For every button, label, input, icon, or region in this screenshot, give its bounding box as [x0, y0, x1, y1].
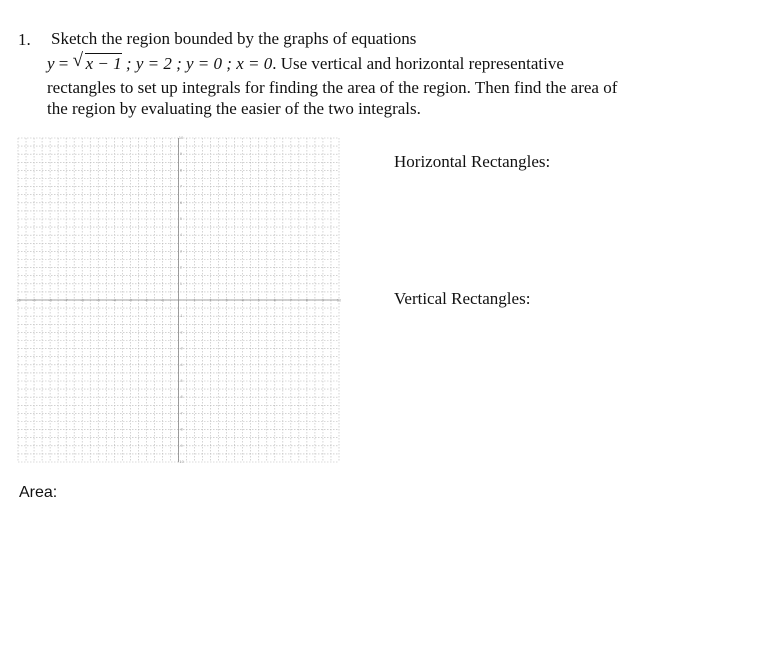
- sqrt-radicand: x − 1: [85, 54, 122, 73]
- x-tick-label: 1: [193, 298, 196, 303]
- x-tick-label: 9: [321, 298, 325, 303]
- y-tick-label: -7: [179, 411, 183, 416]
- graph-grid[interactable]: [16, 136, 341, 464]
- y-tick-label: -1: [179, 314, 183, 319]
- problem-line-rectangles: rectangles to set up integrals for finding the area of the region. Then find the area of: [47, 78, 618, 97]
- y-tick-label: -3: [179, 346, 183, 351]
- x-tick-label: -5: [96, 298, 100, 303]
- problem-line-equations: [47, 50, 564, 74]
- y-tick-label: 2: [179, 265, 183, 270]
- horizontal-rectangles-label: Horizontal Rectangles:: [394, 152, 551, 171]
- y-tick-label: 4: [179, 233, 183, 238]
- x-tick-label: -10: [15, 298, 21, 303]
- x-tick-label: -1: [160, 298, 165, 303]
- x-tick-label: -2: [144, 298, 149, 303]
- y-tick-label: 9: [179, 152, 183, 157]
- y-tick-label: 7: [179, 184, 183, 189]
- sqrt-sign-icon: √: [72, 50, 84, 71]
- problem-line-intro: Sketch the region bounded by the graphs of equations: [51, 29, 417, 48]
- y-tick-label: 5: [179, 217, 183, 221]
- y-tick-label: -10: [178, 460, 184, 464]
- y-tick-label: 6: [179, 200, 183, 205]
- equation-equals: =: [54, 54, 73, 73]
- y-tick-label: 8: [179, 168, 183, 173]
- equation-tail: . Use vertical and horizontal representative: [272, 54, 564, 73]
- equation-y: y: [47, 54, 55, 73]
- y-tick-label: 3: [179, 249, 183, 254]
- equation-rest: ; y = 2 ; y = 0 ; x = 0: [121, 54, 273, 73]
- graph-grid-svg[interactable]: [16, 136, 341, 464]
- x-tick-label: -4: [112, 298, 117, 303]
- y-tick-label: 1: [179, 281, 183, 286]
- y-tick-label: -8: [179, 427, 183, 432]
- x-tick-label: 7: [289, 298, 292, 303]
- x-tick-label: 10: [336, 298, 342, 303]
- y-tick-label: -6: [179, 395, 183, 400]
- x-tick-label: -3: [128, 298, 133, 303]
- y-tick-label: -2: [179, 330, 183, 335]
- x-tick-label: -6: [80, 298, 84, 303]
- x-tick-label: 2: [209, 298, 212, 303]
- x-tick-label: 6: [273, 298, 276, 303]
- x-tick-label: 5: [257, 298, 260, 303]
- y-tick-label: 10: [178, 136, 184, 140]
- problem-number: 1.: [18, 30, 31, 49]
- x-tick-label: 8: [305, 298, 309, 303]
- y-tick-label: -4: [179, 362, 183, 367]
- vertical-rectangles-label: Vertical Rectangles:: [394, 289, 531, 308]
- x-tick-label: 3: [225, 298, 228, 303]
- x-tick-label: 4: [241, 298, 244, 303]
- x-tick-label: -8: [48, 298, 52, 303]
- y-tick-label: -9: [179, 443, 183, 448]
- sqrt-expression: [72, 50, 122, 74]
- x-tick-label: -7: [64, 298, 68, 303]
- x-tick-label: -9: [32, 298, 36, 303]
- area-label: Area:: [19, 484, 58, 501]
- y-tick-label: -5: [179, 379, 183, 383]
- problem-line-evaluate: the region by evaluating the easier of the two integrals.: [47, 99, 421, 118]
